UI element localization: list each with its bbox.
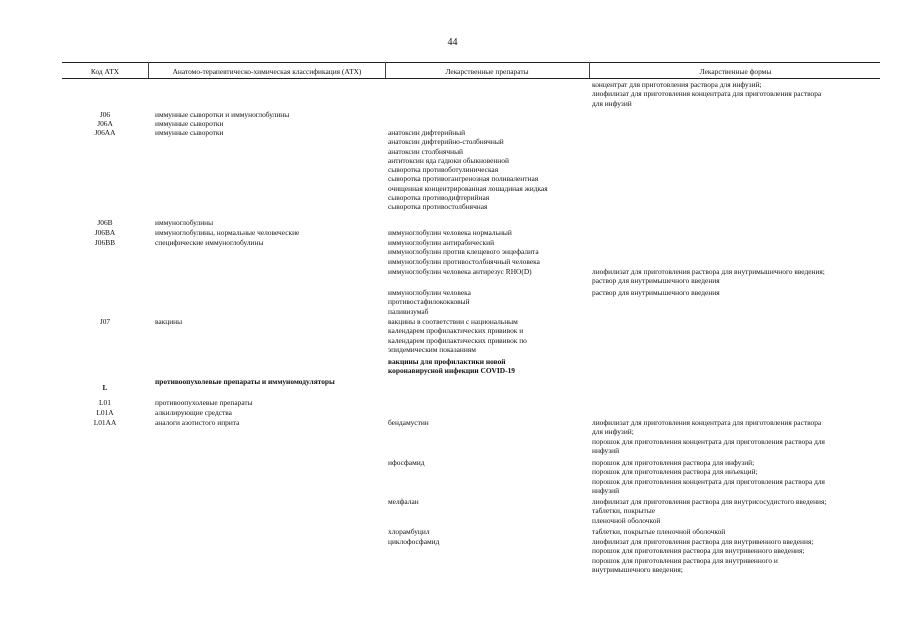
table-top-rule	[62, 62, 880, 63]
atc-classification: иммунные сыворотки и иммуноглобулины	[155, 110, 290, 119]
page-number: 44	[447, 37, 458, 48]
atc-classification: противоопухолевые препараты	[155, 398, 253, 407]
header-forms: Лекарственные формы	[699, 67, 772, 76]
dosage-forms: лиофилизат для приготовления концентрата для приготовления раствора для инфузий; порошок для приготовления концентрата для приготовления раствора для инфузий	[592, 418, 825, 455]
drug-name: иммуноглобулин антирабический иммуноглобулин против клещевого энцефалита иммуноглобулин противостолбнячный человека	[388, 238, 540, 266]
drug-name: иммуноглобулин человека нормальный	[388, 228, 512, 237]
atc-code: J06BB	[94, 238, 116, 247]
dosage-forms: раствор для внутримышечного введения	[592, 288, 720, 297]
atc-classification: специфические иммуноглобулины	[155, 238, 264, 247]
atc-code: L	[102, 383, 108, 392]
atc-classification: иммунные сыворотки	[155, 119, 224, 128]
atc-code: J06A	[97, 119, 113, 128]
drug-name: ифосфамид	[388, 458, 425, 467]
dosage-forms: таблетки, покрытые пленочной оболочкой	[592, 527, 726, 536]
header-drugs: Лекарственные препараты	[445, 67, 529, 76]
dosage-forms: лиофилизат для приготовления раствора для внутривенного введения; порошок для приготовления раствора для внутривенного введения; порошок для приготовления раствора для внутривенного и внутримышечного введения;	[592, 537, 814, 574]
dosage-forms: лиофилизат для приготовления раствора для внутрисосудистого введения; таблетки, покрытые пленочной оболочкой	[592, 497, 827, 525]
drug-name: мелфалан	[388, 497, 419, 506]
atc-classification: иммуноглобулины	[155, 218, 214, 227]
dosage-forms: лиофилизат для приготовления раствора для внутримышечного введения; раствор для внутримышечного введения	[592, 267, 825, 286]
atc-classification: алкилирующие средства	[155, 408, 232, 417]
atc-classification: иммуноглобулины, нормальные человеческие	[155, 228, 300, 237]
drug-name: бендамустин	[388, 418, 429, 427]
column-divider	[589, 62, 590, 78]
drug-name: вакцины в соответствии с национальным календарем профилактических прививок и календарем профилактических прививок по эпидемическим показаниям	[388, 317, 527, 354]
table-header-rule	[62, 78, 880, 79]
drug-name: иммуноглобулин человека противостафилококковый паливизумаб	[388, 288, 471, 316]
drug-name: вакцины для профилактики новой коронавирусной инфекции COVID-19	[388, 357, 515, 376]
drug-name: иммуноглобулин человека антирезус RHO(D)	[388, 267, 532, 276]
drug-name: анатоксин дифтерийный анатоксин дифтерийно-столбнячный анатоксин столбнячный антитоксин яда гадюки обыкновенной сыворотка противоботулиническая сыворотка противогангренозная поливалентная очищенная концентрированная лошадиная жидкая сыворотка противодифтерийная сыворотка противостолбнячная	[388, 128, 548, 212]
dosage-forms: порошок для приготовления раствора для инфузий; порошок для приготовления раствора для инъекций; порошок для приготовления концентрата для приготовления раствора для инфузий	[592, 458, 825, 495]
column-divider	[148, 62, 149, 78]
dosage-forms: концентрат для приготовления раствора для инфузий; лиофилизат для приготовления концентрата для приготовления раствора для инфузий	[592, 80, 822, 108]
header-code: Код АТХ	[90, 67, 120, 76]
atc-code: J07	[99, 317, 111, 326]
drug-name: циклофосфамид	[388, 537, 440, 546]
atc-classification: аналоги азотистого иприта	[155, 418, 240, 427]
header-classification: Анатомо-терапевтическо-химическая классификация (АТХ)	[172, 67, 362, 76]
atc-code: L01	[99, 398, 111, 407]
atc-code: J06AA	[94, 128, 116, 137]
column-divider	[385, 62, 386, 78]
atc-classification: иммунные сыворотки	[155, 128, 224, 137]
atc-code: J06BA	[94, 228, 116, 237]
drug-name: хлорамбуцил	[388, 527, 430, 536]
atc-code: L01AA	[93, 418, 117, 427]
atc-code: J06B	[97, 218, 113, 227]
atc-classification: вакцины	[155, 317, 183, 326]
atc-code: J06	[99, 110, 111, 119]
atc-classification: противоопухолевые препараты и иммуномодуляторы	[155, 377, 335, 386]
atc-code: L01A	[96, 408, 114, 417]
